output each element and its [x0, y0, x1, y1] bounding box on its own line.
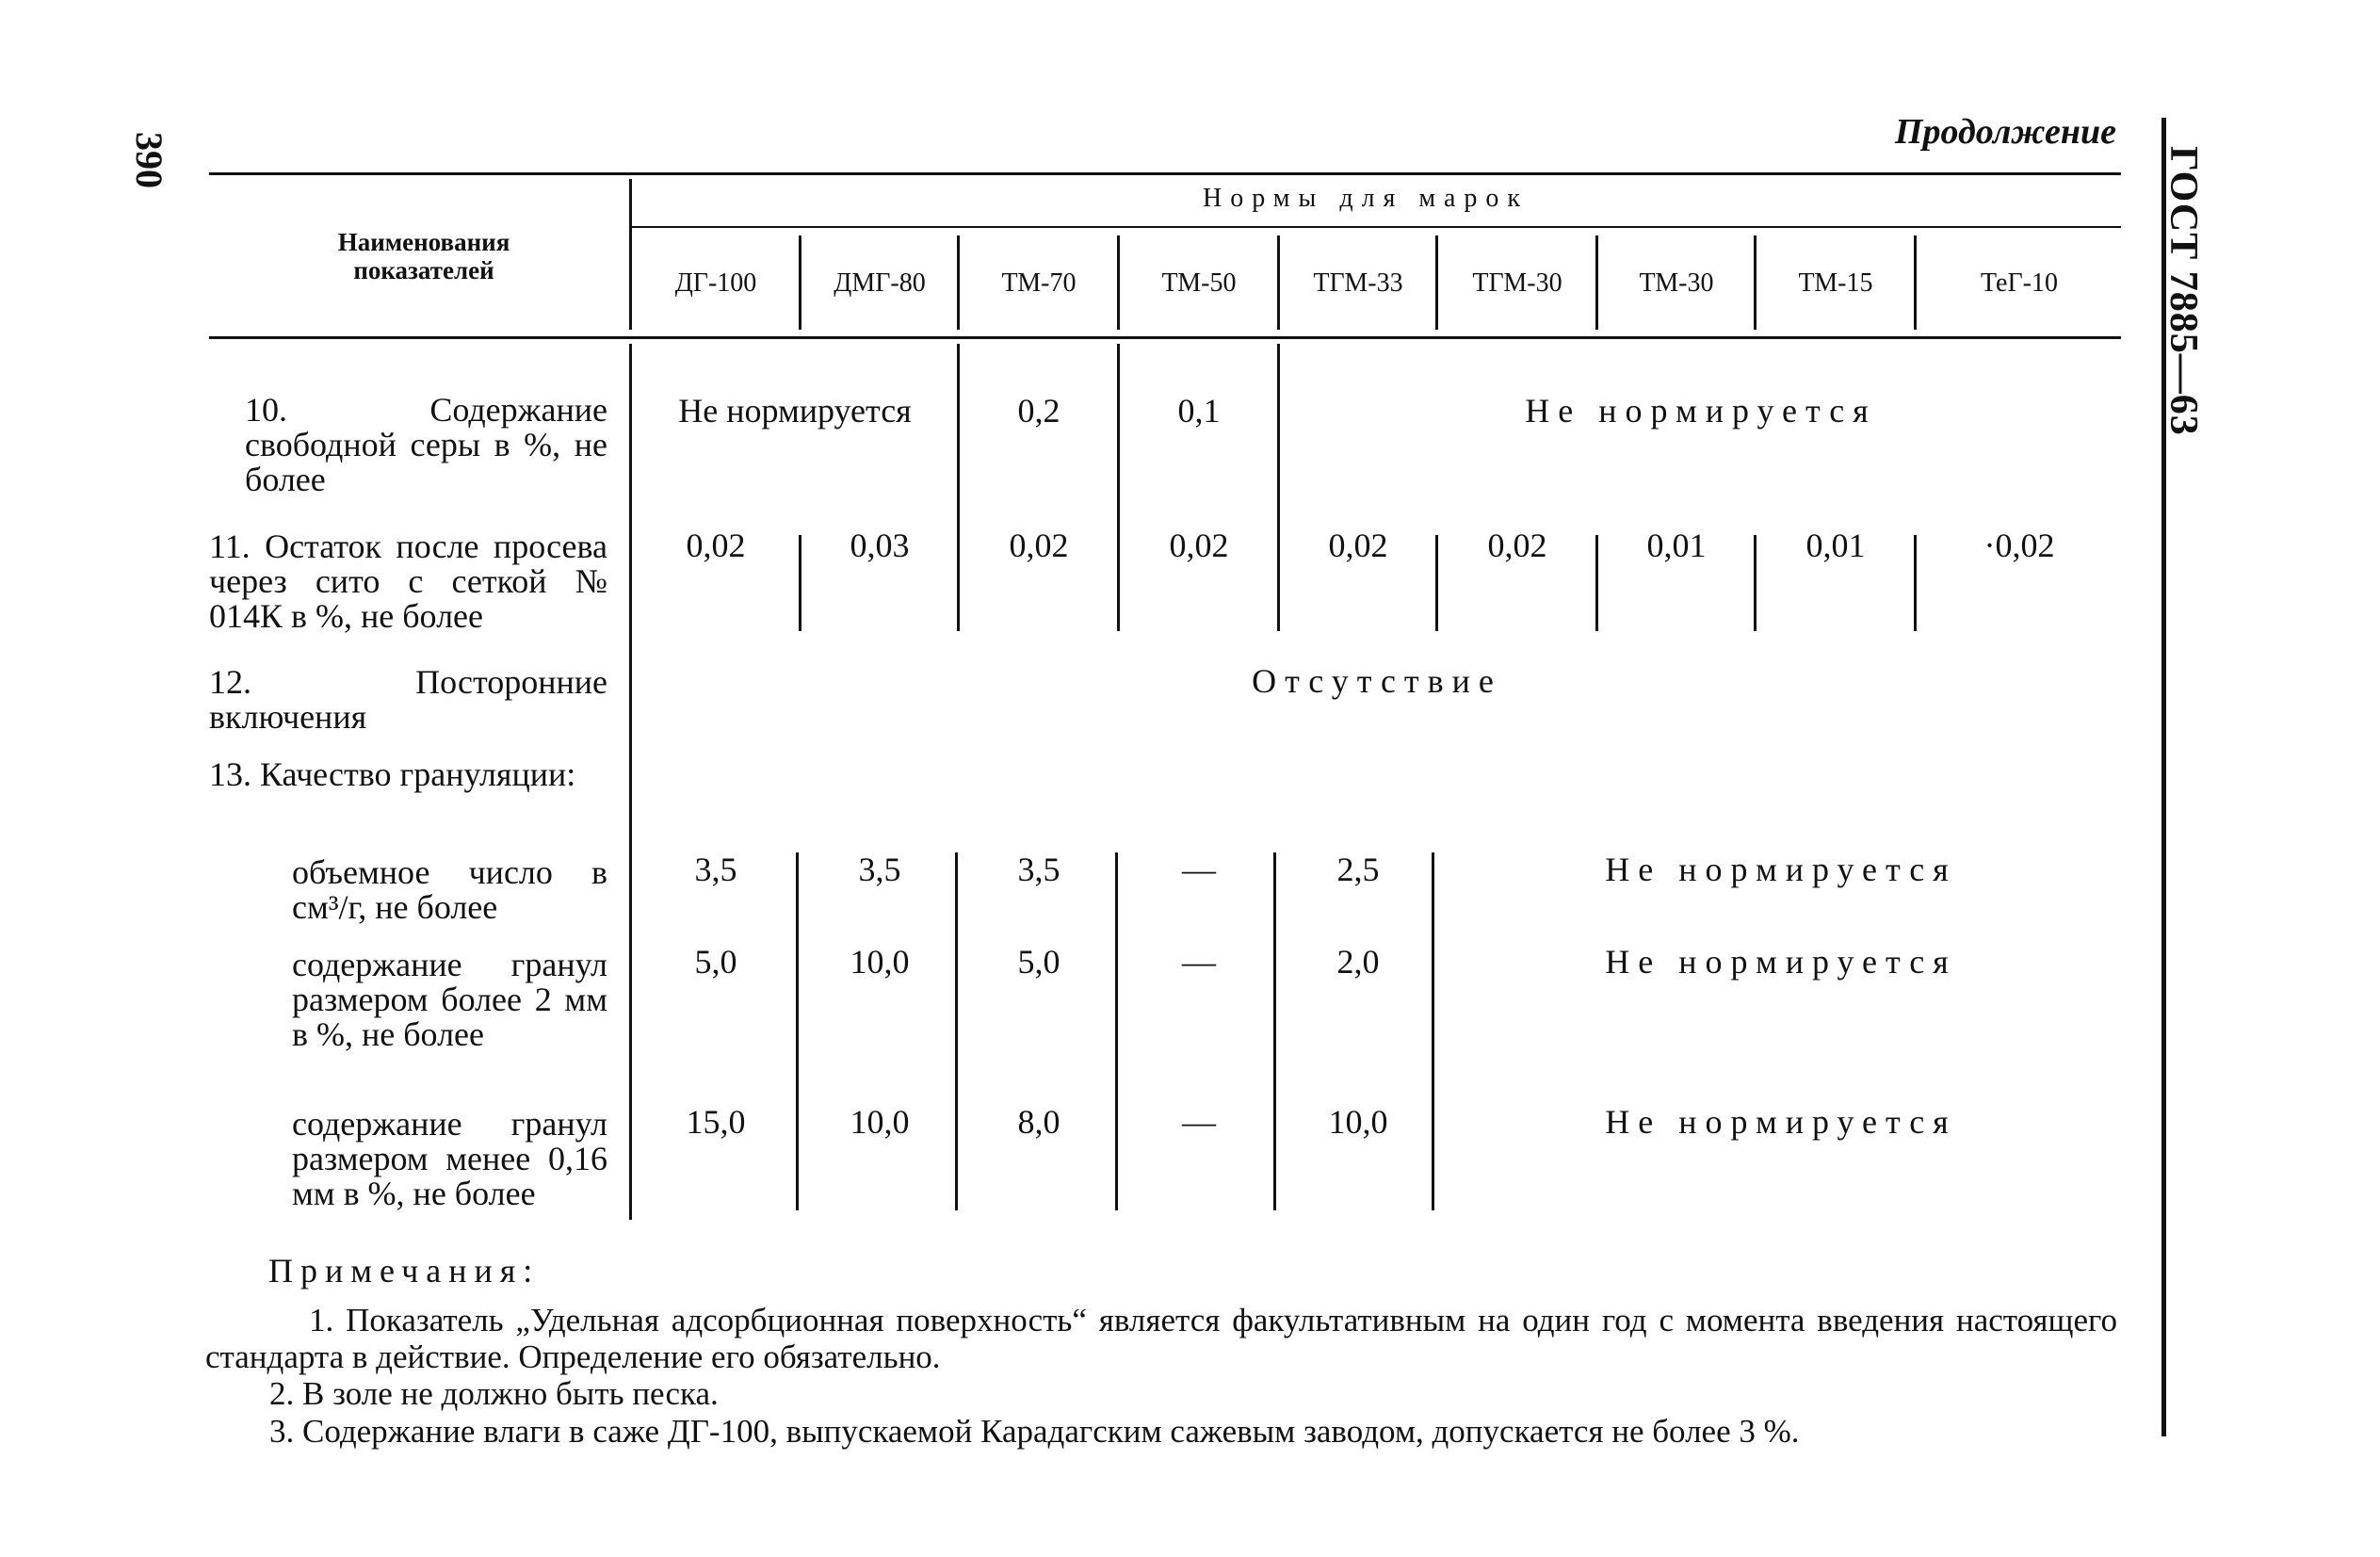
header-divider	[1435, 235, 1438, 330]
page-number: 390	[128, 132, 170, 188]
header-bottom-rule	[209, 336, 2121, 339]
norms-title: Нормы для марок	[1203, 184, 1529, 213]
cell-r11: 0,02	[1009, 527, 1069, 564]
row-divider	[1435, 535, 1438, 631]
row-divider	[955, 852, 958, 1210]
header-divider	[1914, 235, 1917, 330]
names-divider	[629, 344, 632, 1220]
brand-header: ТГМ-33	[1313, 268, 1403, 298]
row-label-11: 11. Остаток после просева через сито с сеткой № 014К в %, не более	[209, 527, 607, 635]
cell-r11: 0,02	[1328, 527, 1388, 564]
standard-code: ГОСТ 7885—63	[2161, 146, 2205, 436]
cell-r13a-rest: Не нормируется	[1605, 851, 1957, 888]
cell-r13c: 10,0	[850, 1103, 910, 1141]
row-divider	[799, 535, 801, 631]
row-divider	[1115, 852, 1118, 1210]
header-divider	[799, 235, 801, 330]
cell-r13b: 5,0	[1017, 943, 1060, 981]
row-label-13b: содержание гранул размером более 2 мм в %, не более	[292, 946, 607, 1053]
cell-r13b: 10,0	[850, 943, 910, 981]
cell-r12: Отсутствие	[1252, 662, 1502, 700]
note-2: 2. В золе не должно быть песка.	[269, 1375, 719, 1412]
cell-r13b: 2,0	[1336, 943, 1380, 981]
cell-r13c: —	[1182, 1103, 1216, 1141]
cell-r13c: 10,0	[1328, 1103, 1388, 1141]
cell-r11: 0,01	[1646, 527, 1707, 564]
cell-r11: 0,01	[1805, 527, 1866, 564]
norms-subrule	[631, 226, 2121, 228]
brand-header: ТМ-30	[1639, 268, 1714, 298]
row-label-13c: содержание гранул размером менее 0,16 мм в %, не более	[292, 1105, 607, 1212]
row-divider	[1595, 535, 1598, 631]
cell-r13b: 5,0	[694, 943, 737, 981]
header-divider	[1277, 235, 1280, 330]
cell-r13b-rest: Не нормируется	[1605, 943, 1957, 981]
row-divider	[796, 852, 799, 1210]
brand-header: ТМ-15	[1798, 268, 1873, 298]
notes-title: Примечания:	[268, 1252, 541, 1289]
brand-header: ТМ-50	[1161, 268, 1237, 298]
row-divider	[1273, 852, 1276, 1210]
cell-r11: 0,03	[850, 527, 910, 564]
cell-r13c-rest: Не нормируется	[1605, 1103, 1957, 1141]
brand-header: ДМГ-80	[834, 268, 926, 298]
cell-r13b: —	[1182, 943, 1216, 981]
row-divider	[1754, 535, 1757, 631]
header-divider	[1117, 235, 1120, 330]
row-label-10: 10. Содержание свободной серы в %, не более	[245, 391, 607, 498]
cell-r10-c1: Не нормируется	[678, 392, 912, 430]
brand-header: ТМ-70	[1001, 268, 1077, 298]
cell-r10-c3: 0,2	[1017, 392, 1060, 430]
names-column-header: Наименования показателей	[337, 228, 510, 284]
cell-r11: 0,02	[686, 527, 746, 564]
cell-r11: ·0,02	[1983, 527, 2055, 564]
cell-r13a: —	[1182, 851, 1216, 888]
cell-r13c: 8,0	[1017, 1103, 1060, 1141]
header-divider	[1595, 235, 1598, 330]
cell-r10-c4: 0,1	[1177, 392, 1221, 430]
row-divider	[1117, 344, 1120, 631]
cell-r13a: 2,5	[1336, 851, 1380, 888]
row-label-12: 12. Посторонние включения	[209, 663, 607, 736]
table-top-rule	[209, 172, 2121, 175]
header-divider	[629, 179, 632, 330]
cell-r13a: 3,5	[694, 851, 737, 888]
note-1: 1. Показатель „Удельная адсорбционная поверхность“ является факультативным на один год с момента введения настоящего стандарта в действие. Определение его обязательно.	[205, 1302, 2117, 1375]
brand-header: ДГ-100	[674, 268, 757, 298]
row-divider	[957, 344, 960, 631]
row-label-13: 13. Качество грануляции:	[209, 755, 576, 793]
cell-r11: 0,02	[1169, 527, 1229, 564]
cell-r13a: 3,5	[1017, 851, 1060, 888]
brand-header: ТеГ-10	[1981, 268, 2058, 298]
header-divider	[957, 235, 960, 330]
row-label-13a: объемное число в см³/г, не более	[292, 853, 607, 926]
row-divider	[1277, 344, 1280, 631]
note-3: 3. Содержание влаги в саже ДГ-100, выпускаемой Карадагским сажевым заводом, допускается не более 3 %.	[269, 1413, 1800, 1450]
row-divider	[1914, 535, 1917, 631]
continuation-label: Продолжение	[1894, 112, 2116, 152]
cell-r13c: 15,0	[686, 1103, 746, 1141]
cell-r10-rest: Не нормируется	[1525, 392, 1877, 430]
cell-r11: 0,02	[1487, 527, 1547, 564]
brand-header: ТГМ-30	[1472, 268, 1562, 298]
cell-r13a: 3,5	[858, 851, 901, 888]
header-divider	[1754, 235, 1757, 330]
row-divider	[1432, 852, 1434, 1210]
